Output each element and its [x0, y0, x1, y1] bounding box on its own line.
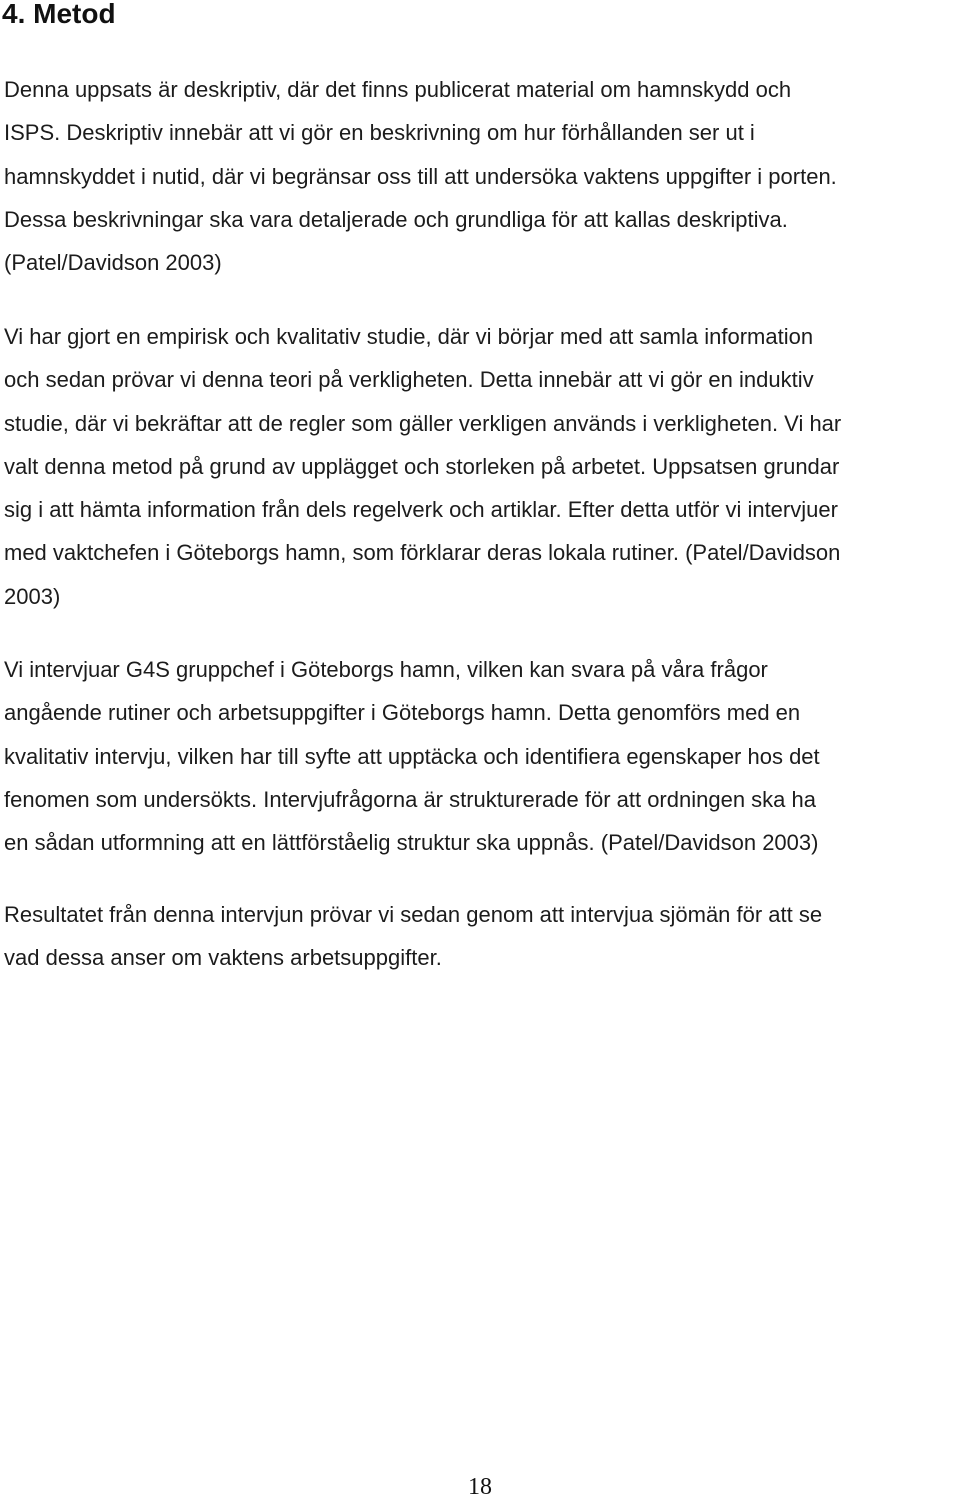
paragraph-line: med vaktchefen i Göteborgs hamn, som förklarar deras lokala rutiner. (Patel/Davidson: [4, 540, 841, 566]
paragraph-line: 2003): [4, 583, 61, 609]
paragraph-line: Resultatet från denna intervjun prövar vi sedan genom att intervjua sjömän för att se: [4, 902, 823, 927]
paragraph-line: ISPS. Deskriptiv innebär att vi gör en beskrivning om hur förhållanden ser ut i: [4, 120, 755, 146]
paragraph-line: Vi intervjuar G4S gruppchef i Göteborgs hamn, vilken kan svara på våra frågor: [4, 657, 768, 682]
paragraph-line: angående rutiner och arbetsuppgifter i Göteborgs hamn. Detta genomförs med en: [4, 700, 801, 726]
paragraph-line: valt denna metod på grund av upplägget och storleken på arbetet. Uppsatsen grundar: [4, 453, 840, 479]
paragraph-empirical-study: [4, 315, 954, 618]
paragraph-line: vad dessa anser om vaktens arbetsuppgifter.: [4, 945, 442, 971]
section-heading: 4. Metod: [2, 0, 116, 29]
paragraph-result: [4, 893, 954, 980]
paragraph-interview: [4, 648, 954, 864]
paragraph-line: sig i att hämta information från dels regelverk och artiklar. Efter detta utför vi intervjuer: [4, 497, 838, 523]
paragraph-line: Dessa beskrivningar ska vara detaljerade och grundliga för att kallas deskriptiva.: [4, 206, 788, 232]
paragraph-line: (Patel/Davidson 2003): [4, 250, 222, 276]
paragraph-line: och sedan prövar vi denna teori på verkligheten. Detta innebär att vi gör en induktiv: [4, 367, 814, 393]
paragraph-line: en sådan utformning att en lättförståelig struktur ska uppnås. (Patel/Davidson 2003): [4, 830, 819, 856]
paragraph-line: hamnskyddet i nutid, där vi begränsar oss till att undersöka vaktens uppgifter i porten.: [4, 163, 837, 189]
paragraph-line: kvalitativ intervju, vilken har till syfte att upptäcka och identifiera egenskaper hos det: [4, 743, 820, 769]
paragraph-line: Vi har gjort en empirisk och kvalitativ studie, där vi börjar med att samla information: [4, 324, 814, 349]
paragraph-line: studie, där vi bekräftar att de regler som gäller verkligen används i verkligheten. Vi har: [4, 410, 842, 436]
paragraph-line: Denna uppsats är deskriptiv, där det finns publicerat material om hamnskydd och: [4, 77, 792, 102]
page-number: 18: [468, 1474, 492, 1500]
paragraph-descriptive-method: [4, 68, 954, 284]
paragraph-line: fenomen som undersökts. Intervjufrågorna är strukturerade för att ordningen ska ha: [4, 786, 816, 812]
